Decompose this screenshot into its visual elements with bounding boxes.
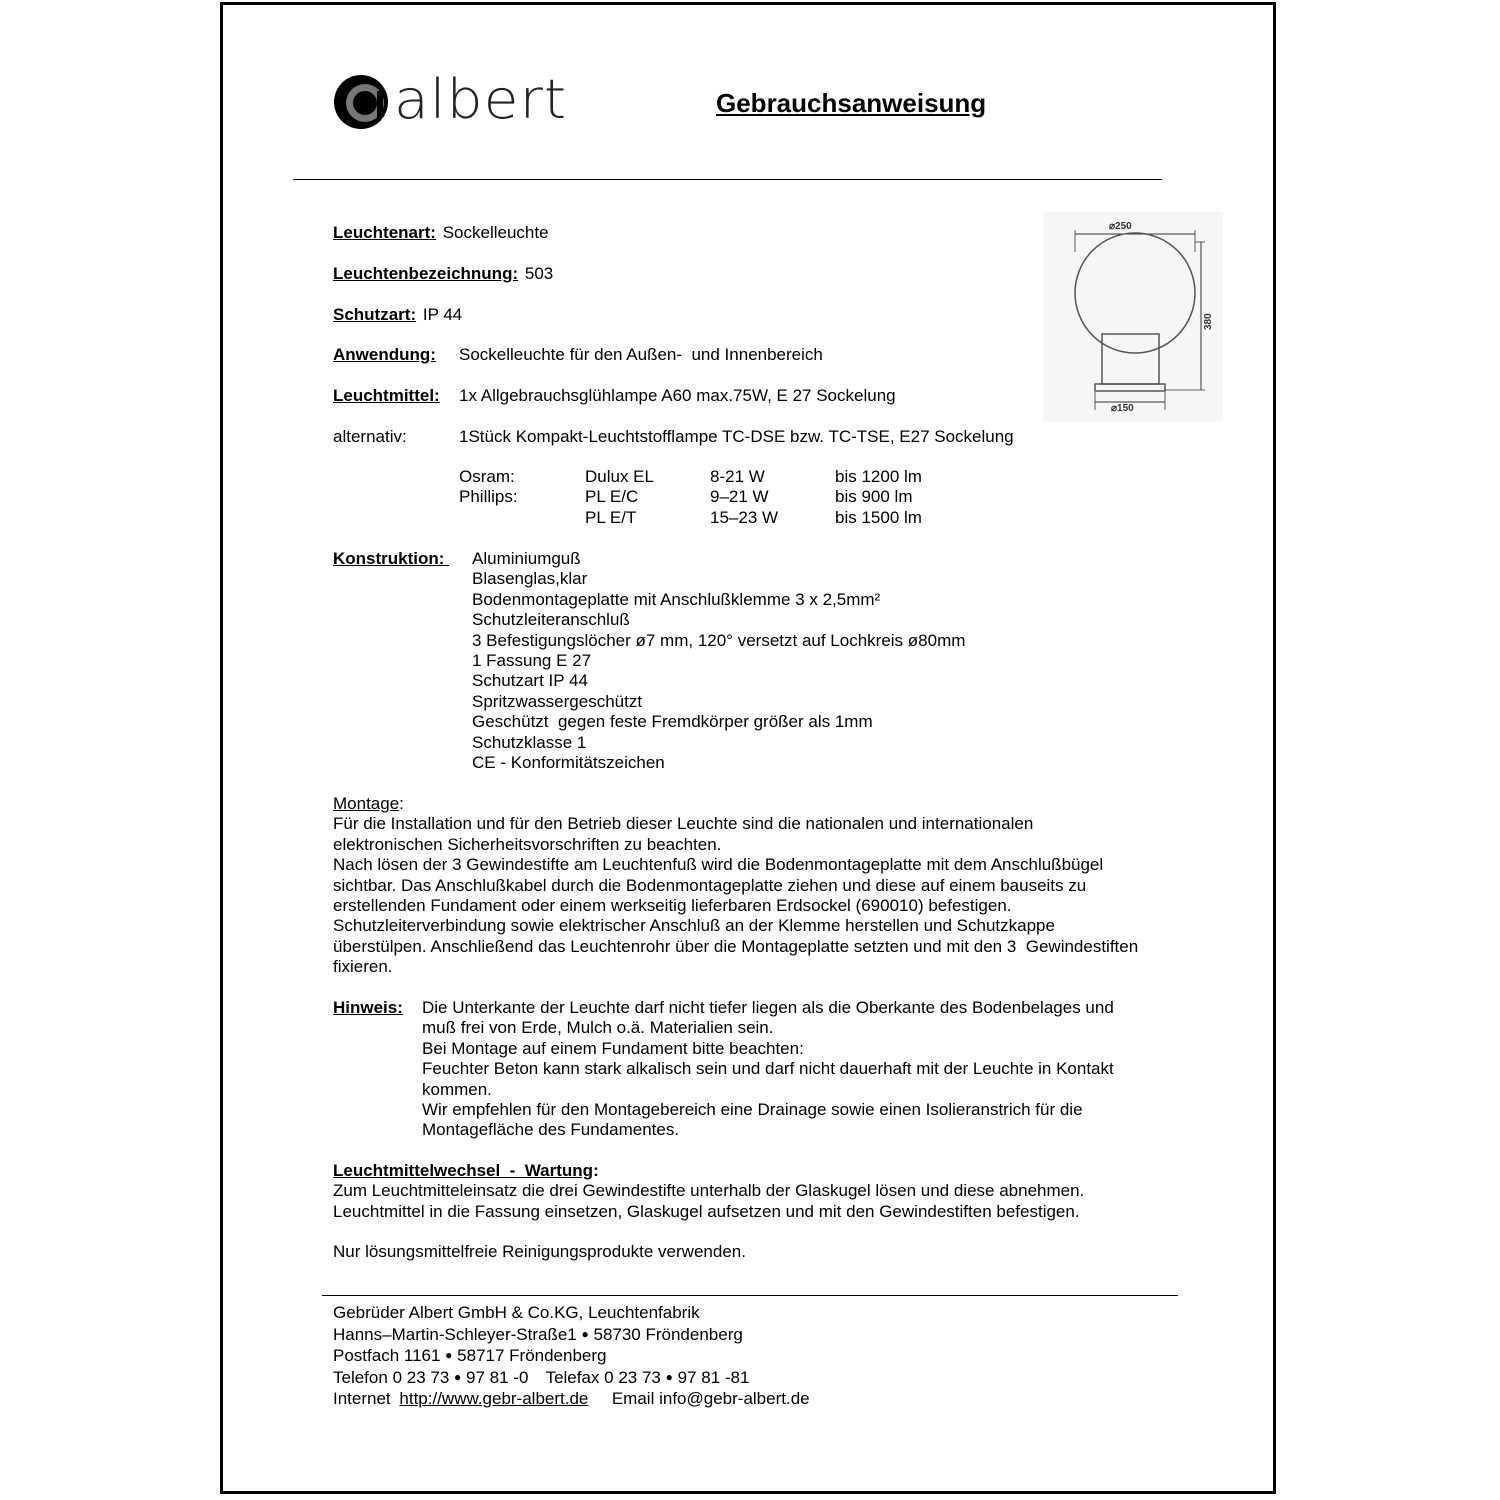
lamp-technical-drawing [1043, 212, 1223, 422]
lamp-lumen: bis 1500 lm [835, 508, 922, 527]
telefax-b: 97 81 -81 [677, 1367, 750, 1387]
telefon-a: 0 23 73 [392, 1367, 450, 1387]
wartung-note: Nur lösungsmittelfreie Reinigungsprodukte verwenden. [333, 1242, 746, 1262]
montage-line: sichtbar. Das Anschlußkabel durch die Bodenmontageplatte ziehen und diese auf einem bauseits zu [333, 875, 1087, 895]
montage-line: Nach lösen der 3 Gewindestifte am Leuchtenfuß wird die Bodenmontageplatte mit dem Anschlußbügel [333, 855, 1104, 875]
bullet-icon: ● [665, 1369, 673, 1384]
lamp-watt: 9–21 W [710, 487, 769, 506]
konstruktion-item: CE - Konformitätszeichen [472, 753, 665, 773]
hinweis-line: Montagefläche des Fundamentes. [422, 1120, 680, 1140]
lamp-type: Dulux EL [585, 467, 654, 486]
svg-text:⌀250 [1109, 221, 1132, 232]
konstruktion-item: Schutzklasse 1 [472, 732, 587, 752]
lamp-brand: Phillips: [459, 487, 518, 506]
footer-phone-line [333, 1367, 810, 1389]
footer-postfach: Postfach 1161 [333, 1346, 441, 1365]
schutzart-label: Schutzart: [333, 305, 417, 324]
dim-top-value: 250 [1115, 221, 1132, 232]
bezeichnung-label: Leuchtenbezeichnung: [333, 264, 519, 283]
wartung-heading [333, 1161, 1084, 1181]
telefax-label: Telefax [545, 1367, 600, 1387]
schutzart-value: IP 44 [422, 305, 463, 324]
konstruktion-item: Aluminiumguß [472, 549, 581, 568]
leuchtenart-label: Leuchtenart: [333, 223, 436, 242]
konstruktion-item: Geschützt gegen feste Fremdkörper größer als 1mm [472, 712, 873, 732]
anwendung-label: Anwendung: [333, 345, 436, 364]
hinweis-line: kommen. [422, 1079, 492, 1099]
montage-line: elektronischen Sicherheitsvorschriften zu beachten. [333, 834, 722, 854]
montage-line: Für die Installation und für den Betrieb dieser Leuchte sind die nationalen und internationalen [333, 814, 1034, 834]
hinweis-line: Feuchter Beton kann stark alkalisch sein und darf nicht dauerhaft mit der Leuchte in Kontakt [422, 1059, 1114, 1079]
hinweis-line: Wir empfehlen für den Montagebereich eine Drainage sowie einen Isolieranstrich für die [422, 1100, 1083, 1120]
konstruktion-item: 3 Befestigungslöcher ø7 mm, 120° versetzt auf Lochkreis ø80mm [472, 630, 966, 650]
email-address[interactable]: info@gebr-albert.de [659, 1389, 810, 1408]
konstruktion-item: Blasenglas,klar [472, 569, 588, 589]
hinweis-line: muß frei von Erde, Mulch o.ä. Materialien sein. [422, 1018, 774, 1038]
konstruktion-label: Konstruktion: [333, 549, 450, 568]
konstruktion-item: Bodenmontageplatte mit Anschlußklemme 3 x 2,5mm² [472, 589, 881, 609]
bullet-icon: ● [454, 1369, 462, 1384]
montage-line: erstellenden Fundament oder einem werkseitig lieferbaren Erdsockel (690010) befestigen. [333, 896, 1012, 916]
wartung-line: Zum Leuchtmitteleinsatz die drei Gewindestifte unterhalb der Glaskugel lösen und diese abnehmen. [333, 1181, 1085, 1201]
leuchtmittel-label: Leuchtmittel: [333, 386, 440, 405]
anwendung-value: Sockelleuchte für den Außen- und Innenbereich [459, 345, 823, 364]
footer-street: Hanns–Martin-Schleyer-Straße1 [333, 1324, 577, 1344]
wartung-line: Leuchtmittel in die Fassung einsetzen, Glaskugel aufsetzen und mit den Gewindestiften befestigen. [333, 1201, 1080, 1221]
montage-label: Montage [333, 794, 400, 813]
konstruktion-item: Spritzwassergeschützt [472, 691, 643, 711]
wartung-section [333, 1161, 1084, 1263]
footer-postfach-line [333, 1345, 810, 1367]
hinweis-label: Hinweis: [333, 998, 403, 1017]
alternativ-value: 1Stück Kompakt-Leuchtstofflampe TC-DSE bzw. TC-TSE, E27 Sockelung [459, 427, 1014, 446]
telefon-label: Telefon [333, 1367, 388, 1387]
lamp-watt: 8-21 W [710, 467, 765, 486]
hinweis-text [422, 998, 1114, 1141]
spec-schutzart [333, 305, 462, 325]
lamp-type: PL E/T [585, 508, 637, 527]
lamp-type: PL E/C [585, 487, 639, 506]
dim-bottom-symbol: ⌀ [1111, 403, 1118, 414]
footer-web-line [333, 1388, 810, 1410]
header-divider [293, 179, 1162, 180]
internet-label: Internet [333, 1389, 391, 1408]
hinweis-line: Die Unterkante der Leuchte darf nicht tiefer liegen als die Oberkante des Bodenbelages und [422, 998, 1114, 1017]
montage-colon: : [399, 794, 404, 813]
wartung-label: Leuchtmittelwechsel - Wartung [333, 1161, 594, 1180]
footer-address [333, 1302, 810, 1410]
alternativ-label: alternativ: [333, 427, 407, 446]
telefax-a: 0 23 73 [604, 1367, 661, 1387]
lamp-watt: 15–23 W [710, 508, 779, 527]
svg-text:⌀150 [1111, 403, 1134, 414]
spec-bezeichnung [333, 264, 553, 284]
dim-height-value: 380 [1203, 313, 1214, 330]
bullet-icon: ● [581, 1326, 589, 1341]
footer-postfach-city: 58717 Fröndenberg [457, 1346, 607, 1365]
montage-line: fixieren. [333, 957, 393, 977]
leuchtenart-value: Sockelleuchte [442, 223, 549, 242]
montage-section [333, 794, 1138, 978]
lamp-brand: Osram: [459, 467, 515, 486]
lamp-lumen: bis 1200 lm [835, 467, 922, 486]
konstruktion-item: 1 Fassung E 27 [472, 651, 592, 671]
dim-top-symbol: ⌀ [1109, 221, 1116, 232]
lamp-lumen: bis 900 lm [835, 487, 913, 506]
hinweis-line: Bei Montage auf einem Fundament bitte beachten: [422, 1038, 804, 1058]
page-title: Gebrauchsanweisung [716, 88, 987, 118]
email-label: Email [611, 1389, 655, 1408]
montage-line: Schutzleiterverbindung sowie elektrischer Anschluß an der Klemme herstellen und Schutzkappe [333, 916, 1055, 936]
footer-city: 58730 Fröndenberg [593, 1324, 743, 1344]
bullet-icon: ● [445, 1348, 453, 1362]
spec-leuchtenart [333, 223, 549, 243]
footer-street-line [333, 1324, 810, 1346]
dim-bottom-value: 150 [1117, 403, 1134, 414]
konstruktion-item: Schutzleiteranschluß [472, 610, 630, 630]
telefon-b: 97 81 -0 [466, 1367, 529, 1387]
bezeichnung-value: 503 [524, 264, 554, 283]
montage-line: überstülpen. Anschließend das Leuchtenrohr über die Montageplatte setzten und mit den 3 Gewindestiften [333, 936, 1139, 956]
footer-divider [322, 1295, 1178, 1296]
montage-heading [333, 794, 1138, 814]
wartung-colon: : [593, 1161, 599, 1180]
website-link[interactable]: http://www.gebr-albert.de [399, 1389, 589, 1408]
logo-text: albert [394, 68, 568, 131]
footer-company: Gebrüder Albert GmbH & Co.KG, Leuchtenfabrik [333, 1303, 700, 1322]
konstruktion-item: Schutzart IP 44 [472, 671, 588, 691]
konstruktion-list [472, 549, 965, 773]
leuchtmittel-value: 1x Allgebrauchsglühlampe A60 max.75W, E 27 Sockelung [459, 386, 896, 405]
